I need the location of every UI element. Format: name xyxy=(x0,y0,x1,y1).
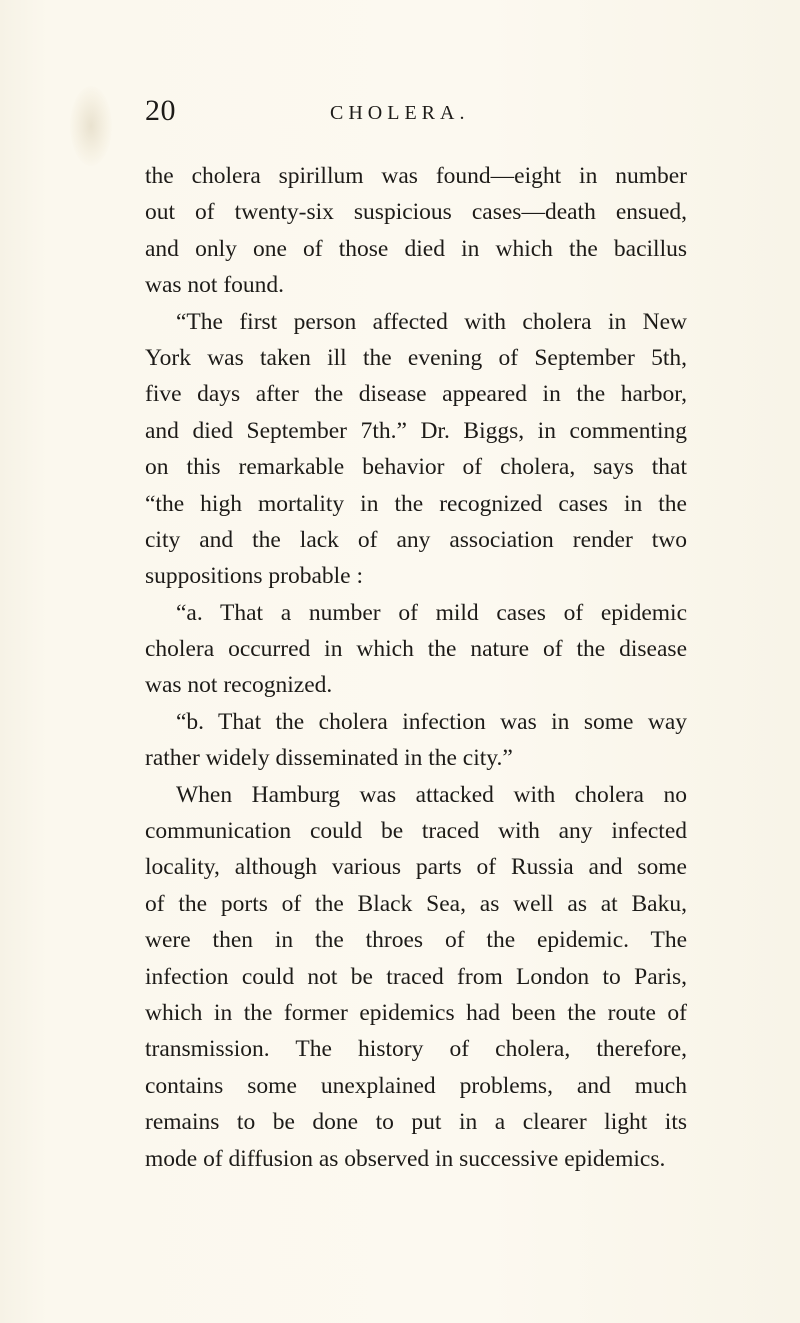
paper-stain xyxy=(70,86,112,166)
text-line: and only one of those died in which the bacillus xyxy=(145,235,687,262)
text-line: out of twenty-six suspicious cases—death ensued, xyxy=(145,199,687,226)
page-number: 20 xyxy=(145,94,176,127)
text-line: York was taken ill the evening of September 5th, xyxy=(145,344,687,371)
text-line: contains some unexplained problems, and much xyxy=(145,1072,687,1099)
text-line: communication could be traced with any infected xyxy=(145,818,687,845)
running-head: CHOLERA. xyxy=(330,102,470,124)
text-line: mode of diffusion as observed in successive epidemics. xyxy=(145,1145,666,1172)
page-header xyxy=(145,94,690,128)
text-line: city and the lack of any association render two xyxy=(145,526,687,553)
text-line: “b. That the cholera infection was in some way xyxy=(176,708,687,735)
text-line: When Hamburg was attacked with cholera no xyxy=(176,781,687,808)
text-line: “the high mortality in the recognized cases in the xyxy=(145,490,687,517)
text-line: were then in the throes of the epidemic. The xyxy=(145,927,687,954)
text-line: was not found. xyxy=(145,272,285,299)
body-text xyxy=(145,158,687,1177)
text-line: five days after the disease appeared in the harbor, xyxy=(145,381,687,408)
text-line: the cholera spirillum was found—eight in number xyxy=(145,163,687,189)
text-line: suppositions probable : xyxy=(145,563,364,590)
text-line: locality, although various parts of Russia and some xyxy=(145,854,687,881)
text-line: transmission. The history of cholera, therefore, xyxy=(145,1036,687,1063)
text-line: “a. That a number of mild cases of epidemic xyxy=(176,599,687,626)
text-line: was not recognized. xyxy=(145,672,333,699)
text-line: and died September 7th.” Dr. Biggs, in commenting xyxy=(145,417,687,444)
text-line: on this remarkable behavior of cholera, says that xyxy=(145,454,687,481)
text-line: infection could not be traced from London to Paris, xyxy=(145,963,687,990)
text-line: which in the former epidemics had been the route of xyxy=(145,999,687,1026)
text-line: remains to be done to put in a clearer light its xyxy=(145,1109,687,1136)
text-line: “The first person affected with cholera in New xyxy=(176,308,687,335)
text-line: of the ports of the Black Sea, as well as at Baku, xyxy=(145,890,687,917)
text-line: cholera occurred in which the nature of the disease xyxy=(145,636,687,663)
text-line: rather widely disseminated in the city.” xyxy=(145,745,513,772)
